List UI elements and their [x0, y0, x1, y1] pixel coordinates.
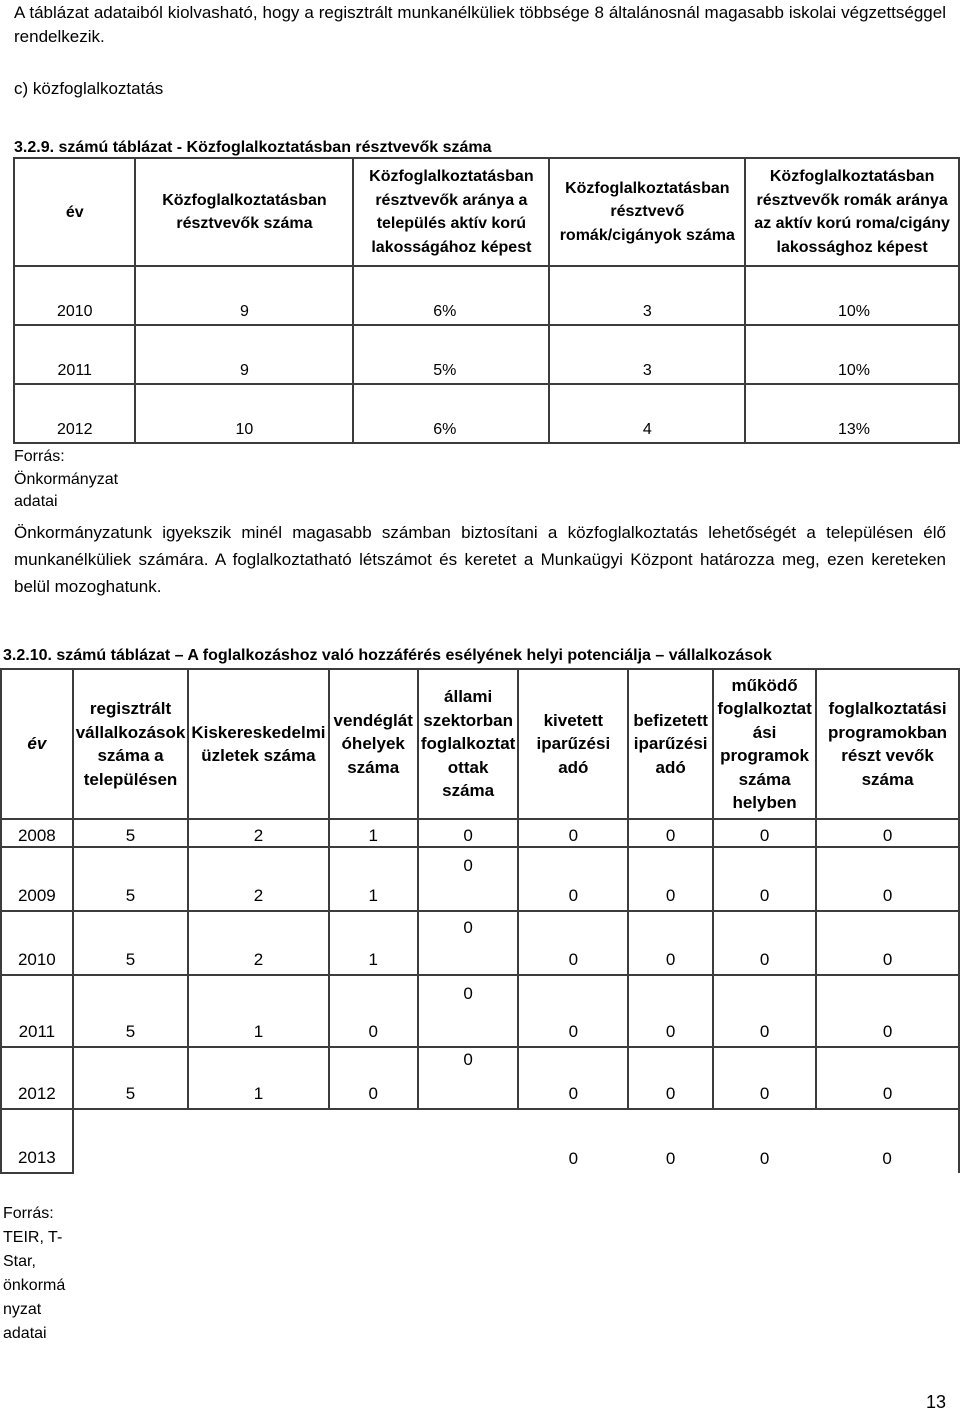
table-cell: 1: [188, 975, 328, 1047]
table-cell: 2010: [1, 911, 73, 975]
table-cell: 2012: [14, 384, 135, 443]
table-cell: 0: [418, 911, 518, 975]
table-cell: 2011: [1, 975, 73, 1047]
table-row: [1, 819, 959, 847]
table-cell: 4: [549, 384, 745, 443]
table-row: [1, 847, 959, 911]
table-cell: 9: [135, 325, 353, 384]
table-cell: 0: [628, 1047, 713, 1109]
source-line: nyzat: [3, 1301, 42, 1318]
table-row: [14, 325, 959, 384]
table-cell: 0: [759, 1149, 770, 1168]
table-cell: 0: [418, 1047, 518, 1109]
table-cell: 10%: [745, 266, 959, 325]
source-line: Forrás:: [3, 1205, 54, 1222]
page-number: 13: [925, 1392, 946, 1412]
table-cell: 5: [73, 975, 189, 1047]
table-cell: 0: [418, 819, 518, 847]
table-cell: 2008: [1, 819, 73, 847]
table2-header: állami szektorban foglalkoztat ottak száma: [418, 669, 518, 819]
table-row: [14, 266, 959, 325]
table-cell: 1: [329, 847, 418, 911]
table2-header: vendéglát óhelyek száma: [329, 669, 418, 819]
table-cell: 5: [73, 819, 189, 847]
table-cell: 13%: [745, 384, 959, 443]
table2-header: foglalkoztatási programokban részt vevők száma: [816, 669, 959, 819]
table-cell: 2009: [1, 847, 73, 911]
table-cell: 10%: [745, 325, 959, 384]
source-line: önkormá: [3, 1277, 66, 1294]
table-cell: 0: [628, 975, 713, 1047]
table-cell: 6%: [353, 384, 549, 443]
table-cell: 9: [135, 266, 353, 325]
table1-caption: 3.2.9. számú táblázat - Közfoglalkoztatásban résztvevők száma: [14, 139, 492, 156]
table2-source: [3, 1202, 65, 1346]
table-cell: 5%: [353, 325, 549, 384]
table-cell: 0: [329, 1047, 418, 1109]
table1-header-row: [14, 158, 959, 266]
table-cell: [188, 1109, 328, 1173]
table-cell: 5: [73, 1047, 189, 1109]
source-line: Star,: [3, 1253, 36, 1270]
table-cell: 0: [713, 847, 816, 911]
table2-header: regisztrált vállalkozások száma a településen: [73, 669, 189, 819]
table-cell: 0: [329, 975, 418, 1047]
table2-header: működő foglalkoztat ási programok száma helyben: [713, 669, 816, 819]
source-line: TEIR, T-: [3, 1229, 63, 1246]
table2-header: Kiskereskedelmi üzletek száma: [188, 669, 328, 819]
table-cell: [329, 1109, 418, 1173]
table-cell: 0: [628, 911, 713, 975]
table2-header: befizetett iparűzési adó: [628, 669, 713, 819]
table-cell: 5: [73, 847, 189, 911]
table-cell: 0: [568, 1149, 579, 1168]
table1-header: Közfoglalkoztatásban résztvevők romák aránya az aktív korú roma/cigány lakossághoz képest: [745, 158, 959, 266]
source-line: Forrás:: [14, 448, 65, 465]
table-row: [1, 1109, 959, 1173]
table-cell: 0: [816, 1047, 959, 1109]
table2-header: kivetett iparűzési adó: [518, 669, 628, 819]
table1-header: Közfoglalkoztatásban résztvevők száma: [135, 158, 353, 266]
table-row: [14, 384, 959, 443]
table-cell: 5: [73, 911, 189, 975]
table-cell: 0: [816, 911, 959, 975]
table-cell: [418, 1109, 518, 1173]
table-cell: 0: [713, 1047, 816, 1109]
table2: [0, 668, 960, 1174]
table-cell: 0: [816, 1109, 959, 1173]
table1-header: év: [14, 158, 135, 266]
intro-paragraph: A táblázat adataiból kiolvasható, hogy a regisztrált munkanélküliek többsége 8 általánosnál magasabb iskolai végzettséggel rendelkezik.: [14, 3, 946, 46]
table1-source: [14, 446, 118, 514]
source-line: adatai: [3, 1325, 47, 1342]
table-cell: 0: [816, 975, 959, 1047]
source-line: adatai: [14, 493, 58, 510]
table-cell: 2: [188, 847, 328, 911]
table-cell: 3: [549, 325, 745, 384]
body-paragraph: Önkormányzatunk igyekszik minél magasabb számban biztosítani a közfoglalkoztatás lehetőségét a településen élő munkanélküliek számára. A foglalkoztatható létszámot és keretet a Munkaügyi Központ határozza meg, ezen kereteken belül mozoghatunk.: [14, 523, 946, 596]
table2-header: év: [1, 669, 73, 819]
table-cell: 1: [329, 911, 418, 975]
table-row: [1, 911, 959, 975]
table2-caption: 3.2.10. számú táblázat – A foglalkozáshoz való hozzáférés esélyének helyi potenciálja – vállalkozások: [3, 647, 772, 664]
table2-header-row: [1, 669, 959, 819]
table-cell: 6%: [353, 266, 549, 325]
table-cell: 0: [665, 1149, 676, 1168]
table-cell: 1: [188, 1047, 328, 1109]
table-cell: 0: [628, 847, 713, 911]
table-cell: 10: [135, 384, 353, 443]
table-cell: 0: [816, 847, 959, 911]
table-cell: 3: [549, 266, 745, 325]
table-cell: 0: [713, 975, 816, 1047]
table-cell: 0: [518, 819, 628, 847]
table-cell: 2011: [14, 325, 135, 384]
table-cell: 0: [518, 911, 628, 975]
table-cell: 1: [329, 819, 418, 847]
table-row: [1, 1047, 959, 1109]
table1-header: Közfoglalkoztatásban résztvevő romák/cigányok száma: [549, 158, 745, 266]
table-cell: [73, 1109, 189, 1173]
table-cell: 2: [188, 911, 328, 975]
table1: [13, 157, 960, 444]
table-cell: 0: [518, 1047, 628, 1109]
table-cell: 0: [418, 847, 518, 911]
table-cell: 0: [713, 819, 816, 847]
table-cell: 2: [188, 819, 328, 847]
table-cell: 2012: [1, 1047, 73, 1109]
source-line: Önkormányzat: [14, 470, 119, 488]
table-cell: 0: [518, 847, 628, 911]
table-cell: 0: [418, 975, 518, 1047]
table-cell: 2013: [1, 1109, 73, 1173]
table-cell: 2010: [14, 266, 135, 325]
table-cell: 0: [816, 819, 959, 847]
table-cell: 0: [518, 975, 628, 1047]
section-heading-c: c) közfoglalkoztatás: [14, 79, 164, 98]
table-cell: 0: [628, 819, 713, 847]
table-cell: 0: [713, 911, 816, 975]
table-row: [1, 975, 959, 1047]
table1-header: Közfoglalkoztatásban résztvevők aránya a település aktív korú lakosságához képest: [353, 158, 549, 266]
